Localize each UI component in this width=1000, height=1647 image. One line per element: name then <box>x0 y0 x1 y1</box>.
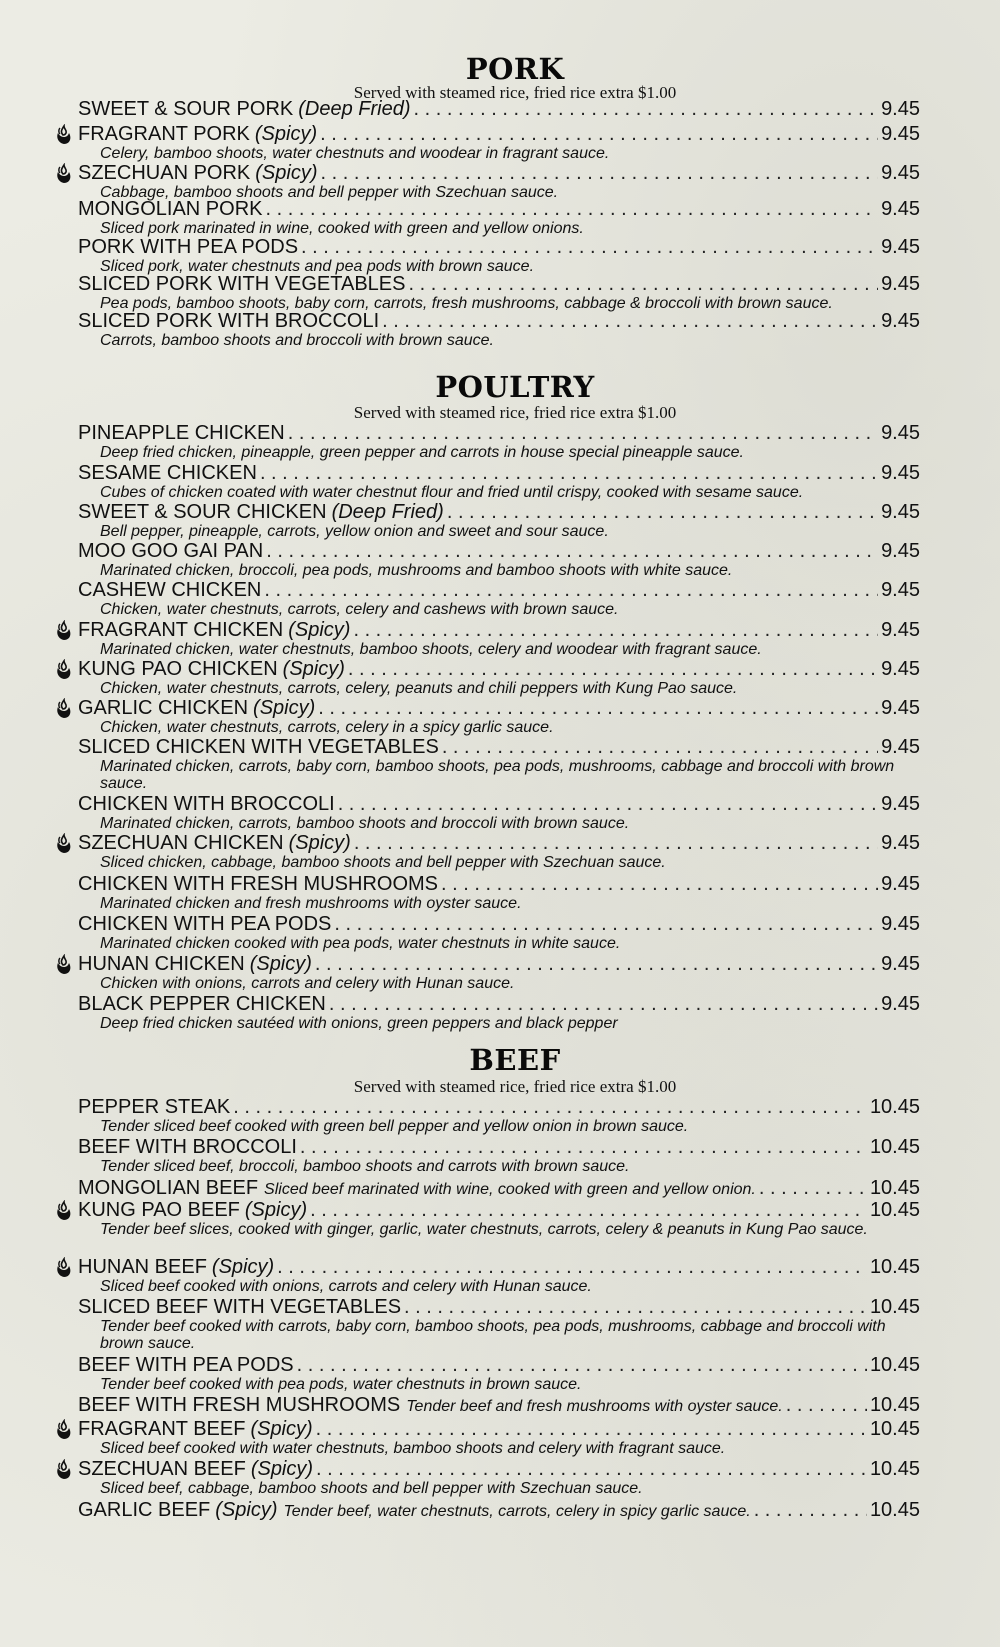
menu-item-row <box>78 422 920 444</box>
menu-item <box>78 98 920 120</box>
menu-item-description: Chicken, water chestnuts, carrots, celery, peanuts and chili peppers with Kung Pao sauce. <box>100 680 738 697</box>
menu-item <box>78 873 920 912</box>
menu-item-row <box>78 1418 920 1440</box>
dot-leader <box>320 162 878 184</box>
menu-item-description: Tender beef cooked with carrots, baby corn, bamboo shoots, pea pods, mushrooms, cabbage and broccoli with brown sauce. <box>100 1318 886 1352</box>
dot-leader <box>338 793 878 815</box>
menu-item-name: CHICKEN WITH PEA PODS <box>78 913 332 935</box>
menu-item <box>78 697 920 736</box>
chili-pepper-icon <box>54 659 74 681</box>
dot-leader <box>316 1458 867 1480</box>
menu-item-name: CHICKEN WITH BROCCOLI <box>78 793 335 815</box>
menu-item-price: 9.45 <box>881 236 920 258</box>
menu-item-name: BLACK PEPPER CHICKEN <box>78 993 326 1015</box>
dot-leader <box>320 123 878 145</box>
menu-item-description: Sliced chicken, cabbage, bamboo shoots and bell pepper with Szechuan sauce. <box>100 854 666 871</box>
menu-item-row <box>78 953 920 975</box>
menu-item-row <box>78 273 920 295</box>
menu-item-price: 9.45 <box>881 198 920 220</box>
dot-leader <box>382 310 878 332</box>
menu-item-name: KUNG PAO CHICKEN <box>78 658 278 680</box>
chili-pepper-icon <box>54 124 74 146</box>
beef-section-subtitle: Served with steamed rice, fried rice extra $1.00 <box>353 1077 677 1096</box>
menu-item <box>78 1354 920 1393</box>
menu-item-price: 10.45 <box>869 1177 920 1199</box>
menu-item-name: FRAGRANT PORK <box>78 123 250 145</box>
menu-item-modifier: (Spicy) <box>282 658 345 680</box>
menu-item-price: 9.45 <box>881 793 920 815</box>
menu-item-row <box>78 1458 920 1480</box>
dot-leader <box>414 98 879 120</box>
dot-leader <box>334 913 878 935</box>
menu-item-price: 10.45 <box>869 1096 920 1118</box>
menu-item <box>78 993 920 1032</box>
menu-item-description: Tender sliced beef, broccoli, bamboo shoots and carrots with brown sauce. <box>100 1158 630 1175</box>
menu-item <box>78 793 920 832</box>
chili-pepper-icon <box>54 620 74 642</box>
menu-item-description: Sliced pork, water chestnuts and pea pods with brown sauce. <box>100 258 535 275</box>
poultry-section-title: POULTRY <box>435 370 595 404</box>
menu-item-price: 10.45 <box>869 1136 920 1158</box>
menu-item-row <box>78 98 920 120</box>
menu-item-name: MOO GOO GAI PAN <box>78 540 264 562</box>
menu-item <box>78 540 920 579</box>
menu-item-price: 9.45 <box>881 123 920 145</box>
menu-item-row <box>78 198 920 220</box>
menu-item-description: Marinated chicken and fresh mushrooms with oyster sauce. <box>100 895 522 912</box>
menu-item-description: Marinated chicken, broccoli, pea pods, mushrooms and bamboo shoots with white sauce. <box>100 562 733 579</box>
dot-leader <box>288 422 878 444</box>
menu-item <box>78 658 920 697</box>
menu-item <box>78 310 920 349</box>
menu-item-row <box>78 236 920 258</box>
menu-item-description: Marinated chicken, carrots, bamboo shoots and broccoli with brown sauce. <box>100 815 630 832</box>
dot-leader <box>297 1354 867 1376</box>
chili-pepper-icon <box>54 833 74 855</box>
pork-section-title: PORK <box>465 52 565 86</box>
menu-item-row <box>78 123 920 145</box>
menu-item-price: 10.45 <box>869 1296 920 1318</box>
menu-item-description: Marinated chicken cooked with pea pods, water chestnuts in white sauce. <box>100 935 621 952</box>
menu-item-description: Marinated chicken, carrots, baby corn, bamboo shoots, pea pods, mushrooms, cabbage and broccoli with brown sauce. <box>100 758 895 792</box>
menu-item-description: Sliced beef cooked with water chestnuts, bamboo shoots and celery with fragrant sauce. <box>100 1440 726 1457</box>
menu-item-description: Chicken with onions, carrots and celery with Hunan sauce. <box>100 975 515 992</box>
menu-item-row <box>78 793 920 815</box>
menu-item-price: 9.45 <box>881 873 920 895</box>
menu-item-name: BEEF WITH BROCCOLI <box>78 1136 297 1158</box>
menu-item-price: 9.45 <box>881 501 920 523</box>
menu-item-name: SLICED PORK WITH VEGETABLES <box>78 273 406 295</box>
menu-item-name: FRAGRANT BEEF <box>78 1418 246 1440</box>
menu-item-price: 9.45 <box>881 98 920 120</box>
menu-item-name: CASHEW CHICKEN <box>78 579 262 601</box>
menu-item-modifier: (Spicy) <box>288 832 351 854</box>
menu-item <box>78 1458 920 1497</box>
menu-item <box>78 1096 920 1135</box>
menu-item-price: 9.45 <box>881 913 920 935</box>
menu-item-row <box>78 1136 920 1158</box>
menu-item-price: 9.45 <box>881 162 920 184</box>
menu-item-row <box>78 832 920 854</box>
dot-leader <box>354 832 878 854</box>
menu-item <box>78 123 920 162</box>
menu-item-name: SLICED CHICKEN WITH VEGETABLES <box>78 736 439 758</box>
menu-item-description: Sliced beef, cabbage, bamboo shoots and bell pepper with Szechuan sauce. <box>100 1480 643 1497</box>
menu-item-row <box>78 501 920 523</box>
menu-item-row <box>78 619 920 641</box>
menu-item-name: MONGOLIAN PORK <box>78 198 263 220</box>
menu-item-description: Cabbage, bamboo shoots and bell pepper with Szechuan sauce. <box>100 184 559 201</box>
menu-item-price: 10.45 <box>869 1256 920 1278</box>
menu-item-row <box>78 1499 920 1523</box>
menu-item <box>78 736 920 792</box>
menu-item-modifier: (Spicy) <box>249 953 312 975</box>
menu-item-description: Tender sliced beef cooked with green bell pepper and yellow onion in brown sauce. <box>100 1118 689 1135</box>
menu-item-modifier: (Deep Fried) <box>331 501 444 523</box>
menu-item-description: Tender beef slices, cooked with ginger, garlic, water chestnuts, carrots, celery & peanuts in Kung Pao sauce. <box>100 1221 868 1238</box>
menu-item-price: 9.45 <box>881 273 920 295</box>
dot-leader <box>786 1394 867 1416</box>
menu-item-modifier: (Spicy) <box>255 162 318 184</box>
menu-item-modifier: (Spicy) <box>211 1256 275 1278</box>
menu-item-description: Sliced beef cooked with onions, carrots and celery with Hunan sauce. <box>100 1278 592 1295</box>
menu-item <box>78 1418 920 1457</box>
menu-item-description: Tender beef cooked with pea pods, water chestnuts in brown sauce. <box>100 1376 582 1393</box>
menu-item-description: Bell pepper, pineapple, carrots, yellow onion and sweet and sour sauce. <box>100 523 609 540</box>
dot-leader <box>315 953 878 975</box>
menu-item-row <box>78 462 920 484</box>
menu-item-name: FRAGRANT CHICKEN <box>78 619 284 641</box>
dot-leader <box>759 1177 867 1199</box>
chili-pepper-icon <box>54 698 74 720</box>
menu-item-price: 9.45 <box>881 462 920 484</box>
menu-item <box>78 913 920 952</box>
menu-item-name: SZECHUAN CHICKEN <box>78 832 284 854</box>
menu-item-name: SWEET & SOUR CHICKEN <box>78 501 327 523</box>
dot-leader <box>408 273 878 295</box>
menu-item-name: SZECHUAN PORK <box>78 162 251 184</box>
menu-item-description: Sliced pork marinated in wine, cooked with green and yellow onions. <box>100 220 584 237</box>
dot-leader <box>318 697 878 719</box>
menu-item-price: 9.45 <box>881 619 920 641</box>
menu-item-price: 9.45 <box>881 832 920 854</box>
menu-item-name: GARLIC BEEF <box>78 1499 211 1521</box>
chili-pepper-icon <box>54 1419 74 1441</box>
menu-item-row <box>78 540 920 562</box>
menu-item-row <box>78 873 920 895</box>
dot-leader <box>353 619 878 641</box>
menu-item-description: Deep fried chicken, pineapple, green pepper and carrots in house special pineapple sauce. <box>100 444 744 461</box>
dot-leader <box>260 462 878 484</box>
dot-leader <box>264 579 878 601</box>
dot-leader <box>754 1499 867 1521</box>
menu-item-description: Pea pods, bamboo shoots, baby corn, carrots, fresh mushrooms, cabbage & broccoli with brown sauce. <box>100 295 833 312</box>
chili-pepper-icon <box>54 954 74 976</box>
menu-item <box>78 1296 920 1352</box>
menu-item-price: 9.45 <box>881 310 920 332</box>
menu-item-row <box>78 1177 920 1201</box>
menu-item-row <box>78 993 920 1015</box>
dot-leader <box>316 1418 867 1440</box>
menu-item-price: 9.45 <box>881 993 920 1015</box>
menu-item <box>78 273 920 312</box>
menu-item <box>78 1394 920 1418</box>
dot-leader <box>301 236 878 258</box>
menu-item-row <box>78 697 920 719</box>
menu-item-price: 10.45 <box>869 1418 920 1440</box>
menu-item-price: 9.45 <box>881 736 920 758</box>
menu-item <box>78 1256 920 1295</box>
menu-item-name: BEEF WITH FRESH MUSHROOMS <box>78 1394 401 1416</box>
dot-leader <box>348 658 878 680</box>
dot-leader <box>310 1199 867 1221</box>
menu-item-description: Tender beef, water chestnuts, carrots, celery in spicy garlic sauce. <box>283 1503 751 1520</box>
menu-item-price: 10.45 <box>869 1199 920 1221</box>
menu-item-price: 10.45 <box>869 1499 920 1521</box>
menu-item-name: HUNAN CHICKEN <box>78 953 245 975</box>
menu-item-price: 9.45 <box>881 540 920 562</box>
menu-item-name: HUNAN BEEF <box>78 1256 207 1278</box>
menu-item-modifier: (Spicy) <box>250 1458 314 1480</box>
menu-item-name: MONGOLIAN BEEF <box>78 1177 259 1199</box>
dot-leader <box>266 540 878 562</box>
menu-item-modifier: (Spicy) <box>288 619 351 641</box>
menu-item-row <box>78 1296 920 1318</box>
chili-pepper-icon <box>54 1200 74 1222</box>
menu-item-row <box>78 1354 920 1376</box>
menu-item <box>78 462 920 501</box>
dot-leader <box>447 501 878 523</box>
menu-item-row <box>78 310 920 332</box>
menu-item-row <box>78 913 920 935</box>
menu-item <box>78 1177 920 1201</box>
menu-item-row <box>78 736 920 758</box>
chili-pepper-icon <box>54 163 74 185</box>
menu-item-modifier: (Spicy) <box>254 123 318 145</box>
pork-section-subtitle: Served with steamed rice, fried rice extra $1.00 <box>353 83 677 102</box>
menu-item-name: SLICED PORK WITH BROCCOLI <box>78 310 380 332</box>
menu-item-row <box>78 579 920 601</box>
menu-item <box>78 1136 920 1175</box>
chili-pepper-icon <box>54 1459 74 1481</box>
menu-item <box>78 1199 920 1238</box>
menu-item <box>78 832 920 871</box>
menu-item-name: SESAME CHICKEN <box>78 462 257 484</box>
menu-item-price: 9.45 <box>881 422 920 444</box>
menu-item-description: Tender beef and fresh mushrooms with oyster sauce. <box>406 1398 783 1415</box>
menu-item <box>78 619 920 658</box>
dot-leader <box>442 736 878 758</box>
menu-item-row <box>78 658 920 680</box>
menu-item-name: GARLIC CHICKEN <box>78 697 249 719</box>
menu-item-price: 10.45 <box>869 1394 920 1416</box>
menu-item-description: Carrots, bamboo shoots and broccoli with brown sauce. <box>100 332 494 349</box>
menu-item-modifier: (Spicy) <box>215 1499 278 1521</box>
menu-item-row <box>78 1394 920 1418</box>
dot-leader <box>277 1256 867 1278</box>
menu-item-price: 9.45 <box>881 658 920 680</box>
menu-item-price: 9.45 <box>881 697 920 719</box>
menu-item-row <box>78 162 920 184</box>
menu-item <box>78 198 920 237</box>
menu-item <box>78 236 920 275</box>
menu-item-description: Cubes of chicken coated with water chestnut flour and fried until crispy, cooked with sesame sauce. <box>100 484 804 501</box>
menu-item-row <box>78 1199 920 1221</box>
menu-item <box>78 1499 920 1523</box>
menu-item <box>78 953 920 992</box>
chili-pepper-icon <box>54 1257 74 1279</box>
menu-item-description: Marinated chicken, water chestnuts, bamboo shoots, celery and woodear with fragrant sauce. <box>100 641 762 658</box>
dot-leader <box>233 1096 867 1118</box>
menu-item <box>78 501 920 540</box>
menu-item-name: CHICKEN WITH FRESH MUSHROOMS <box>78 873 438 895</box>
menu-item-description: Celery, bamboo shoots, water chestnuts and woodear in fragrant sauce. <box>100 145 610 162</box>
menu-item-name: SLICED BEEF WITH VEGETABLES <box>78 1296 402 1318</box>
menu-item <box>78 422 920 461</box>
menu-item-name: PINEAPPLE CHICKEN <box>78 422 285 444</box>
menu-item-modifier: (Spicy) <box>244 1199 308 1221</box>
menu-item-price: 9.45 <box>881 579 920 601</box>
menu-item-name: SWEET & SOUR PORK <box>78 98 294 120</box>
dot-leader <box>300 1136 867 1158</box>
menu-item-name: KUNG PAO BEEF <box>78 1199 240 1221</box>
menu-item-price: 9.45 <box>881 953 920 975</box>
menu-item-modifier: (Deep Fried) <box>298 98 411 120</box>
beef-section-title: BEEF <box>469 1043 561 1077</box>
menu-item-price: 10.45 <box>869 1354 920 1376</box>
dot-leader <box>404 1296 867 1318</box>
menu-item-name: SZECHUAN BEEF <box>78 1458 246 1480</box>
menu-item-row <box>78 1256 920 1278</box>
menu-item <box>78 162 920 201</box>
dot-leader <box>265 198 878 220</box>
menu-item-description: Chicken, water chestnuts, carrots, celery in a spicy garlic sauce. <box>100 719 554 736</box>
poultry-section-subtitle: Served with steamed rice, fried rice extra $1.00 <box>353 403 677 422</box>
dot-leader <box>441 873 878 895</box>
menu-item-name: PEPPER STEAK <box>78 1096 231 1118</box>
menu-item-description: Deep fried chicken sautéed with onions, green peppers and black pepper <box>100 1015 618 1032</box>
menu-item-name: BEEF WITH PEA PODS <box>78 1354 294 1376</box>
menu-item-row <box>78 1096 920 1118</box>
menu-item-modifier: (Spicy) <box>253 697 316 719</box>
menu-item-name: PORK WITH PEA PODS <box>78 236 299 258</box>
menu-item-description: Chicken, water chestnuts, carrots, celery and cashews with brown sauce. <box>100 601 619 618</box>
menu-item-modifier: (Spicy) <box>250 1418 313 1440</box>
menu-item-description: Sliced beef marinated with wine, cooked with green and yellow onion. <box>264 1181 756 1198</box>
menu-item <box>78 579 920 618</box>
dot-leader <box>329 993 878 1015</box>
menu-item-price: 10.45 <box>869 1458 920 1480</box>
